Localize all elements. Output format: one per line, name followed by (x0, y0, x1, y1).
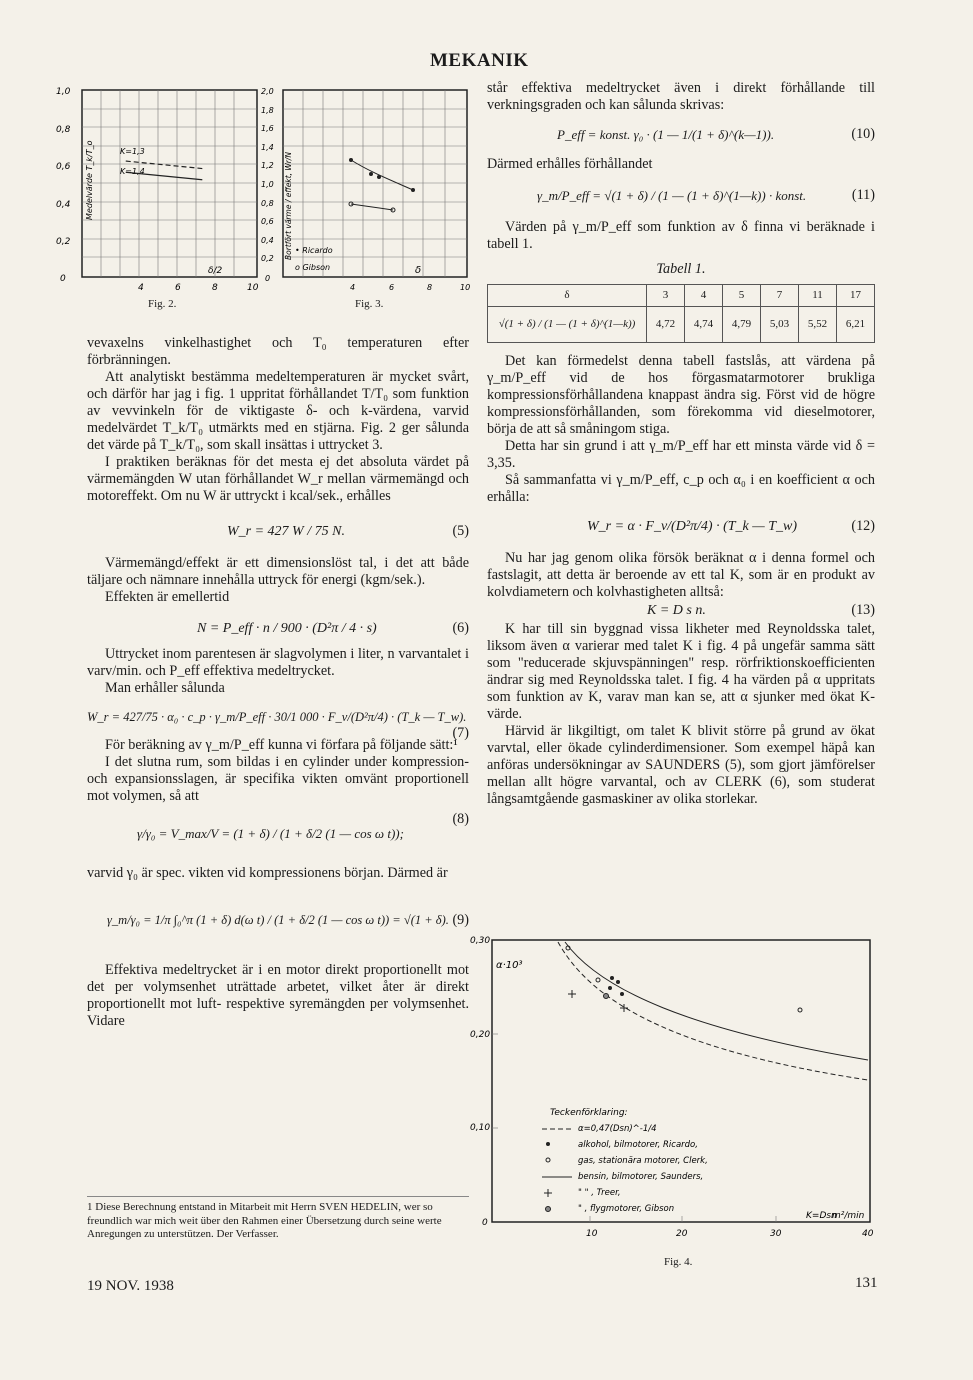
fig2-ytick: 1,0 (56, 87, 71, 97)
equation-8-number: (8) (452, 811, 469, 827)
equation-8-body: γ/γ₀ = V_max/V = (1 + δ) / (1 + δ/2 (1 — cos ω t)); (137, 826, 404, 841)
fig2-ytick: 0 (60, 274, 66, 284)
table-cell: 4,72 (647, 307, 685, 343)
fig3-xtick: 8 (427, 283, 433, 292)
fig4-xtick: 20 (676, 1229, 688, 1239)
fig4-xtick: 30 (770, 1229, 782, 1239)
equation-7-body: W_r = 427/75 · α₀ · c_p · γ_m/P_eff · 30/1 000 · F_v/(D²π/4) · (T_k — T_w). (87, 710, 467, 724)
left-paragraph: För beräkning av γ_m/P_eff kunna vi förfara på följande sätt:¹ (105, 737, 458, 753)
equation-8 (87, 805, 469, 865)
footnote-rule (87, 1196, 469, 1197)
fig2-label-k14: K=1,4 (120, 167, 145, 176)
equation-9-body: γ_m/γ₀ = 1/π ∫₀^π (1 + δ) d(ω t) / (1 + δ/2 (1 — cos ω t)) = √(1 + δ). (107, 913, 449, 927)
fig3-ytick: 0,8 (261, 199, 274, 208)
fig2-grid (82, 90, 257, 277)
fig3-ytick: 0 (265, 274, 271, 283)
fig3-ytick: 1,8 (261, 106, 274, 115)
table-cell: 3 (647, 285, 685, 307)
equation-11-number: (11) (851, 187, 875, 203)
right-paragraph: Detta har sin grund i att γ_m/P_eff har ett minsta värde vid δ = 3,35. (487, 438, 875, 471)
table-title: Tabell 1. (656, 261, 706, 277)
fig4-ytick: 0 (482, 1218, 488, 1228)
equation-9-number: (9) (452, 912, 469, 928)
fig3-ytick: 0,6 (261, 217, 274, 226)
right-paragraph: Så sammanfatta vi γ_m/P_eff, c_p och α₀ i en koefficient α och erhålla: (487, 472, 875, 505)
equation-6-body: N = P_eff · n / 900 · (D²π / 4 · s) (197, 621, 377, 636)
fig3-xlabel: δ (415, 265, 422, 276)
fig2-xtick: 6 (175, 283, 181, 293)
equation-6-number: (6) (452, 620, 469, 636)
figure-4 (470, 930, 880, 1250)
table-cell: 4,74 (685, 307, 723, 343)
equation-7-number: (7) (452, 725, 469, 741)
table-cell: 17 (837, 285, 875, 307)
equation-12-number: (12) (851, 518, 875, 534)
left-paragraph: varvid γ₀ är spec. vikten vid kompressionens början. Därmed är (87, 865, 448, 881)
equation-10-body: P_eff = konst. γ₀ · (1 — 1/(1 + δ)^(k—1)). (557, 127, 775, 142)
fig2-ytick: 0,6 (56, 162, 71, 172)
fig4-curve-formula (558, 942, 868, 1080)
fig2-ytick: 0,4 (56, 200, 71, 210)
left-paragraph: Effekten är emellertid (105, 589, 230, 605)
fig4-legend-entry: " " , Treer, (578, 1188, 621, 1198)
fig2-ytick: 0,8 (56, 125, 71, 135)
fig3-curve-gibson (351, 204, 393, 210)
fig4-points-alkohol (546, 976, 624, 1146)
left-paragraph: I det slutna rum, som bildas i en cylinder under kompression- och expansionsslagen, är specifika vikten omvänt proportionell mot volymen, så att (87, 754, 469, 804)
right-paragraph: Nu har jag genom olika försök beräknat α i denna formel och fastslagit, att detta är beroende av ett tal K, som är en produkt av kolvdiametern och kolvhastigheten alltså: (487, 550, 875, 600)
right-paragraph: Härvid är likgiltigt, om talet K blivit större på grund av ökat varvtal, eller ökade cylinderdimensioner. Som exempel häpå kan anföras undersökningar av SAUNDERS (5), som gjort jämförelser mellan allt högre varvantal, och av CLERK (6), som studerat långsamtgående gasmaskiner av olika storlekar. (487, 723, 875, 807)
fig2-xtick: 4 (138, 283, 144, 293)
fig3-ytick: 1,4 (261, 143, 274, 152)
right-paragraph: Det kan förmedelst denna tabell fastslås, att värdena på γ_m/P_eff vid de hos förgasmatarmotorer brukliga kompressionsförhållandena knappast ändra sig. Först vid de högre kompressionsförhållanden, som förekomma vid dieselmotorer, börja de att så småningom stiga. (487, 353, 875, 437)
left-paragraph: vevaxelns vinkelhastighet och T₀ temperaturen efter förbränningen. (87, 335, 469, 368)
fig3-caption: Fig. 3. (355, 298, 384, 310)
equation-7 (87, 697, 469, 741)
right-paragraph: står effektiva medeltrycket även i direkt förhållande till verkningsgraden och kan sålunda skrivas: (487, 80, 875, 113)
fig4-ylabel: α·10³ (496, 960, 523, 971)
fig2-ylabel: Medelvärde T_k/T_o (85, 140, 94, 220)
table-1 (487, 284, 875, 343)
equation-5-number: (5) (452, 523, 469, 539)
fig2-xtick: 8 (212, 283, 218, 293)
equation-13-number: (13) (851, 602, 875, 618)
fig4-ytick: 0,30 (470, 936, 491, 946)
equation-13 (487, 601, 875, 621)
fig4-legend-entry: " , flygmotorer, Gibson (578, 1204, 675, 1214)
fig4-legend-entry: α=0,47(Dsn)^-1/4 (578, 1124, 657, 1134)
right-paragraph: K har till sin byggnad vissa likheter med Reynoldsska talet, liksom även α varierar med talet K i fig. 4 på ungefär samma sätt som "reducerade skjuvspänningen" resp. rörfriktionskoefficienten ändrar sig med Reynoldsska talet. I fig. 4 ha värden på α uppritats som funktion av K, varav man kan se, att α sjunker med ökat K-värde. (487, 621, 875, 722)
table-cell: 7 (761, 285, 799, 307)
equation-5-body: W_r = 427 W / 75 N. (227, 524, 345, 539)
equation-9 (87, 882, 469, 962)
table-cell: 5,52 (799, 307, 837, 343)
fig4-legend-title: Teckenförklaring: (550, 1108, 628, 1118)
figure-2 (40, 80, 265, 295)
equation-12-body: W_r = α · F_v/(D²π/4) · (T_k — T_w) (587, 519, 797, 534)
right-column (487, 80, 875, 808)
table-row (488, 307, 875, 343)
equation-10 (487, 114, 875, 156)
fig4-ytick: 0,10 (470, 1123, 491, 1133)
fig2-xlabel: δ/2 (208, 266, 223, 276)
fig3-legend-gibson: o Gibson (295, 263, 331, 272)
page-header: MEKANIK (430, 50, 529, 71)
fig3-xtick: 6 (389, 283, 395, 292)
table-row-label: √(1 + δ) / (1 — (1 + δ)^(1—k)) (488, 307, 647, 343)
footer-date: 19 NOV. 1938 (87, 1278, 174, 1294)
fig4-xunit: m²/min (832, 1211, 865, 1221)
fig4-legend-entry: gas, stationära motorer, Clerk, (578, 1156, 708, 1166)
fig3-ytick: 1,0 (261, 180, 274, 189)
left-paragraph: Att analytiskt bestämma medeltemperaturen är mycket svårt, och därför har jag i fig. 1 uppritat förhållandet T/T₀ som funktion av vevvinkeln för de viktigaste δ- och k-värdena, varvid medelvärdet T_k/T₀ utmärkts med en stjärna. Fig. 2 ger sålunda det värde på T_k/T₀, som skall insättas i uttrycket 3. (87, 369, 469, 453)
fig3-ytick: 0,4 (261, 236, 274, 245)
table-cell: 4 (685, 285, 723, 307)
fig3-legend-ricardo: • Ricardo (295, 246, 333, 255)
fig3-ytick: 1,2 (261, 161, 274, 170)
figure-3 (255, 80, 475, 295)
fig4-xlabel: K=Dsn (806, 1211, 837, 1221)
right-paragraph: Värden på γ_m/P_eff som funktion av δ finna vi beräknade i tabell 1. (487, 219, 875, 252)
equation-13-body: K = D s n. (647, 603, 706, 618)
equation-10-number: (10) (851, 126, 875, 142)
equation-5 (87, 509, 469, 555)
fig2-label-k13: K=1,3 (120, 147, 145, 156)
fig2-xtick: 10 (247, 283, 259, 293)
left-paragraph: Värmemängd/effekt är ett dimensionslöst tal, i det att både täljare och nämnare innehålla uttryck för energi (kgm/sek.). (87, 555, 469, 588)
equation-11-body: γ_m/P_eff = √(1 + δ) / (1 — (1 + δ)^(1—k)) · konst. (537, 188, 807, 203)
fig4-caption: Fig. 4. (664, 1256, 693, 1268)
fig2-series-line (126, 172, 203, 179)
footnote: 1 Diese Berechnung entstand in Mitarbeit mit Herrn SVEN HEDELIN, wer so freundlich war mich weit über den Rahmen einer Übersetzung durch seine werte Anregungen zu unterstützen. Der Verfasser. (87, 1201, 442, 1240)
fig4-xtick: 10 (586, 1229, 598, 1239)
table-header-row (488, 285, 875, 307)
fig3-ytick: 2,0 (261, 87, 274, 96)
left-paragraph: Effektiva medeltrycket är i en motor direkt proportionellt mot det per volymsenhet uträttade arbetet, vilket åter är direkt proportionellt mot luft- respektive syremängden per volymsenhet. Vidare (87, 962, 469, 1029)
fig3-xtick: 10 (460, 283, 471, 292)
fig2-caption: Fig. 2. (148, 298, 177, 310)
fig4-ytick: 0,20 (470, 1030, 491, 1040)
fig3-ylabel: Bortfört värme / effekt, Wr/N (284, 152, 293, 260)
equation-12 (487, 506, 875, 550)
table-cell: 5 (723, 285, 761, 307)
table-cell: δ (488, 285, 647, 307)
fig4-curve-bensin (565, 942, 868, 1060)
table-cell: 4,79 (723, 307, 761, 343)
fig4-legend-entry: alkohol, bilmotorer, Ricardo, (578, 1140, 698, 1150)
right-paragraph: Därmed erhålles förhållandet (487, 156, 653, 172)
fig3-ytick: 0,2 (261, 254, 274, 263)
fig4-xtick: 40 (862, 1229, 874, 1239)
fig3-curve-ricardo (351, 160, 413, 190)
table-cell: 6,21 (837, 307, 875, 343)
left-paragraph: I praktiken beräknas för det mesta ej det absoluta värdet på värmemängden W utan förhållandet W_r mellan värmemängd och motoreffekt. Om nu W är uttryckt i kcal/sek., erhålles (87, 454, 469, 504)
fig3-ytick: 1,6 (261, 124, 274, 133)
left-column (87, 335, 469, 1030)
fig4-legend-entry: bensin, bilmotorer, Saunders, (578, 1172, 704, 1182)
equation-6 (87, 606, 469, 646)
left-paragraph: Man erhåller sålunda (105, 680, 225, 696)
fig3-xtick: 4 (350, 283, 356, 292)
table-cell: 11 (799, 285, 837, 307)
fig2-ytick: 0,2 (56, 237, 71, 247)
page-number: 131 (855, 1275, 878, 1291)
equation-11 (487, 173, 875, 219)
left-paragraph: Uttrycket inom parentesen är slagvolymen i liter, n varvantalet i varv/min. och P_eff effektiva medeltrycket. (87, 646, 469, 679)
table-cell: 5,03 (761, 307, 799, 343)
